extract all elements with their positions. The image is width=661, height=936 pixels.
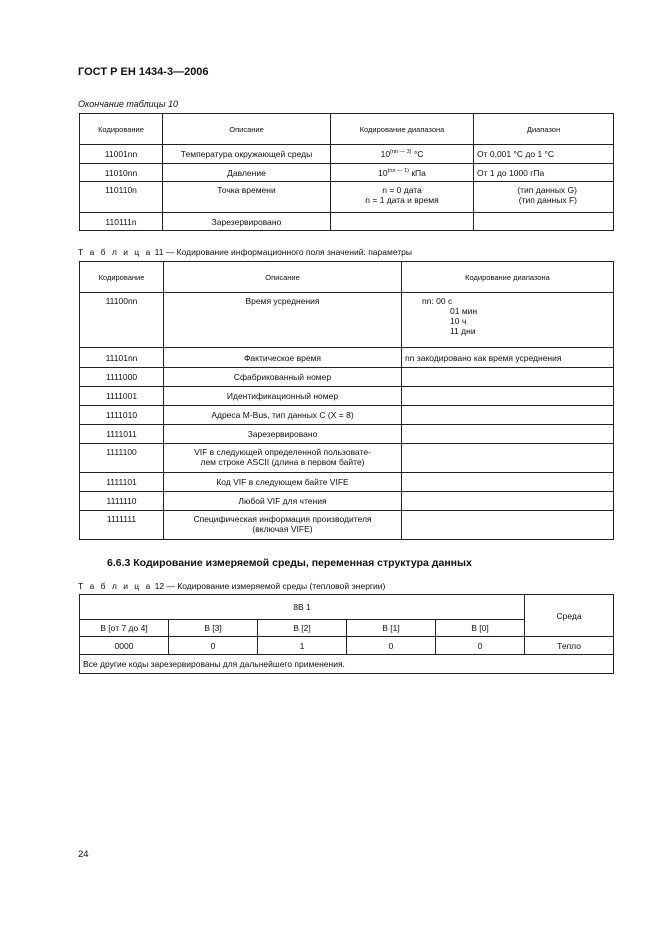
value-cell: 0	[436, 637, 525, 655]
code-cell: 110111n	[80, 213, 163, 231]
description-cell: Время усреднения	[164, 293, 402, 348]
value-cell: 0000	[80, 637, 169, 655]
page-number: 24	[78, 849, 89, 860]
caption-prefix: Т а б л и ц а	[78, 247, 153, 257]
document-title: ГОСТ Р ЕН 1434-3—2006	[78, 66, 209, 78]
range-line: 11 дни	[450, 326, 476, 336]
table10	[79, 113, 614, 231]
code-cell: 1111110	[80, 492, 164, 511]
range-line: (тип данных F)	[518, 195, 577, 205]
column-header: Описание	[164, 262, 402, 293]
column-header: Кодирование диапазона	[331, 114, 474, 145]
value-cell: 0	[347, 637, 436, 655]
table-row	[80, 492, 614, 511]
range-line: 01 мин	[450, 306, 478, 316]
range-line: (тип данных G)	[517, 185, 577, 195]
table-row	[80, 348, 614, 368]
table-row	[80, 406, 614, 425]
table-row	[80, 637, 614, 655]
table-row	[80, 473, 614, 492]
table-header-row	[80, 114, 614, 145]
table-row	[80, 164, 614, 182]
range-coding-cell	[402, 492, 614, 511]
table11-caption	[78, 247, 412, 257]
description-cell	[164, 444, 402, 473]
description-cell: Температура окружающей среды	[163, 145, 331, 164]
value-cell: 1	[258, 637, 347, 655]
range-coding-cell	[402, 368, 614, 387]
column-header: Диапазон	[474, 114, 614, 145]
medium-cell: Тепло	[525, 637, 614, 655]
group-header: 8В 1	[80, 595, 525, 620]
range-coding-cell	[402, 444, 614, 473]
description-cell: Давление	[163, 164, 331, 182]
caption-text: 11 — Кодирование информационного поля значений: параметры	[152, 247, 413, 257]
range-line: 10 ч	[450, 316, 467, 326]
column-header: В [0]	[436, 620, 525, 637]
code-cell: 11010nn	[80, 164, 163, 182]
column-header: В [3]	[169, 620, 258, 637]
range-coding-cell	[402, 406, 614, 425]
range-unit: кПа	[408, 167, 426, 178]
range-base: 10	[380, 149, 391, 159]
column-header: Описание	[163, 114, 331, 145]
table12-caption	[78, 581, 385, 591]
description-cell: Зарезервировано	[164, 425, 402, 444]
column-header: Кодирование	[80, 114, 163, 145]
range-line: nn: 00 с	[422, 296, 453, 306]
description-line: лем строке ASCII (длина в первом байте)	[200, 457, 365, 467]
description-cell: Код VIF в следующем байте VIFE	[164, 473, 402, 492]
table-row	[80, 145, 614, 164]
range-coding-cell	[402, 387, 614, 406]
table-header-row	[80, 595, 614, 620]
column-header: В [от 7 до 4]	[80, 620, 169, 637]
column-header: В [1]	[347, 620, 436, 637]
description-line: (включая VIFE)	[252, 524, 313, 534]
description-cell: Сфабрикованный номер	[164, 368, 402, 387]
description-cell: Фактическое время	[164, 348, 402, 368]
range-exponent: (nn — 1)	[387, 167, 409, 174]
caption-prefix: Т а б л и ц а	[78, 581, 153, 591]
value-cell: 0	[169, 637, 258, 655]
range-exponent: (nn — 3)	[390, 149, 412, 155]
code-cell: 1111001	[80, 387, 164, 406]
code-cell: 11101nn	[80, 348, 164, 368]
footnote-cell: Все другие коды зарезервированы для дальнейшего применения.	[80, 655, 614, 674]
range-line: n = 0 дата	[382, 185, 422, 195]
description-cell: Адреса M-Bus, тип данных С (X = 8)	[164, 406, 402, 425]
medium-header: Среда	[525, 595, 614, 637]
range-coding-cell	[331, 213, 474, 231]
range-coding-cell: nn закодировано как время усреднения	[402, 348, 614, 368]
description-cell: Идентификационный номер	[164, 387, 402, 406]
range-line: n = 1 дата и время	[365, 195, 439, 205]
range-cell	[474, 182, 614, 213]
description-line: Специфическая информация производителя	[193, 514, 372, 524]
description-line: VIF в следующей определенной пользовате-	[194, 447, 371, 457]
section-heading: 6.6.3 Кодирование измеряемой среды, переменная структура данных	[107, 557, 472, 569]
range-coding-cell	[402, 293, 614, 348]
table-row	[80, 387, 614, 406]
table-row	[80, 182, 614, 213]
range-cell: От 0,001 °C до 1 °C	[474, 145, 614, 164]
table-row	[80, 213, 614, 231]
code-cell: 1111101	[80, 473, 164, 492]
column-header: Кодирование	[80, 262, 164, 293]
description-cell: Точка времени	[163, 182, 331, 213]
table-footnote-row	[80, 655, 614, 674]
table12	[79, 594, 614, 674]
table11	[79, 261, 614, 540]
code-cell: 110110n	[80, 182, 163, 213]
table-row	[80, 368, 614, 387]
code-cell: 11001nn	[80, 145, 163, 164]
table10-caption: Окончание таблицы 10	[78, 99, 178, 109]
table-row	[80, 293, 614, 348]
code-cell: 1111000	[80, 368, 164, 387]
description-cell	[164, 511, 402, 540]
range-coding-cell	[402, 425, 614, 444]
range-coding-cell	[331, 182, 474, 213]
column-header: Кодирование диапазона	[402, 262, 614, 293]
code-cell: 1111111	[80, 511, 164, 540]
range-coding-cell	[402, 511, 614, 540]
description-cell: Любой VIF для чтения	[164, 492, 402, 511]
range-unit: °C	[411, 149, 424, 159]
range-cell: От 1 до 1000 гПа	[474, 164, 614, 182]
code-cell: 1111010	[80, 406, 164, 425]
table-row	[80, 511, 614, 540]
code-cell: 11100nn	[80, 293, 164, 348]
table-row	[80, 425, 614, 444]
range-coding-cell	[331, 164, 474, 182]
range-cell	[474, 213, 614, 231]
table-row	[80, 444, 614, 473]
caption-text: 12 — Кодирование измеряемой среды (тепловой энергии)	[152, 581, 386, 591]
range-base: 10	[378, 167, 388, 178]
description-cell: Зарезервировано	[163, 213, 331, 231]
code-cell: 1111011	[80, 425, 164, 444]
table-header-row	[80, 262, 614, 293]
range-coding-cell	[331, 145, 474, 164]
range-coding-cell	[402, 473, 614, 492]
code-cell: 1111100	[80, 444, 164, 473]
column-header: В [2]	[258, 620, 347, 637]
